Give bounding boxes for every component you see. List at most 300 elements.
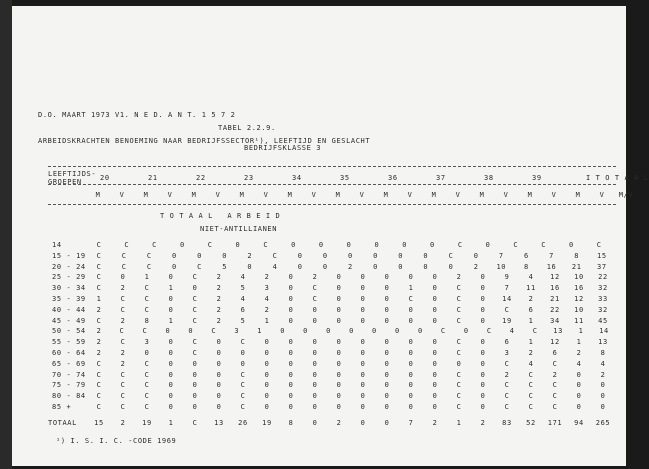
age-label: 14 xyxy=(52,241,62,249)
table-cell: 0 xyxy=(384,359,390,368)
table-cell: 0 xyxy=(322,251,328,260)
table-cell: 0 xyxy=(312,359,318,368)
table-cell: C xyxy=(312,284,318,293)
sex-subheader: M xyxy=(479,191,485,199)
table-cell: 33 xyxy=(598,295,608,303)
totaal-arbeid-label: T O T A A L A R B E I D xyxy=(160,212,281,220)
table-cell: 0 xyxy=(360,284,366,293)
sex-subheader: M xyxy=(383,191,389,199)
table-cell: 0 xyxy=(448,262,454,271)
table-cell: 19 xyxy=(262,419,272,427)
table-cell: 0 xyxy=(600,392,606,401)
table-cell: 0 xyxy=(336,305,342,314)
age-group-header: 22 xyxy=(196,174,206,182)
table-cell: C xyxy=(192,349,198,357)
table-cell: 0 xyxy=(600,403,606,411)
table-cell: 0 xyxy=(264,349,270,357)
table-cell: 0 xyxy=(408,403,414,411)
table-cell: C xyxy=(448,251,454,260)
table-cell: C xyxy=(96,381,102,390)
table-cell: 45 xyxy=(598,316,608,325)
table-cell: 2 xyxy=(576,349,582,357)
table-cell: 0 xyxy=(192,284,198,293)
table-cell: 0 xyxy=(463,327,469,336)
age-label: 80 - 84 xyxy=(52,392,86,401)
table-cell: 0 xyxy=(312,305,318,314)
table-cell: 0 xyxy=(346,241,352,249)
table-cell: 3 xyxy=(264,284,270,293)
table-cell: C xyxy=(456,349,462,357)
table-cell: C xyxy=(486,327,492,336)
table-cell: 0 xyxy=(384,370,390,379)
table-cell: 0 xyxy=(480,370,486,379)
table-cell: C xyxy=(504,305,510,314)
sex-subheader: V xyxy=(551,191,557,199)
table-cell: 13 xyxy=(598,338,608,347)
table-cell: 0 xyxy=(485,241,491,249)
table-cell: C xyxy=(142,327,148,336)
table-cell: 0 xyxy=(336,316,342,325)
table-cell: 0 xyxy=(303,327,308,336)
table-cell: C xyxy=(240,370,246,379)
table-cell: C xyxy=(504,392,510,401)
table-cell: 0 xyxy=(192,381,198,390)
table-cell: C xyxy=(96,251,102,260)
table-cell: C xyxy=(240,403,246,411)
table-cell: 6 xyxy=(240,305,246,314)
table-cell: C xyxy=(504,403,510,411)
table-cell: 22 xyxy=(550,305,560,314)
age-group-header: 21 xyxy=(148,174,158,182)
sex-subheader: M xyxy=(287,191,293,199)
table-cell: 0 xyxy=(432,359,438,368)
table-cell: 0 xyxy=(288,338,294,347)
table-cell: 0 xyxy=(288,316,294,325)
table-cell: C xyxy=(144,359,150,368)
table-cell: 0 xyxy=(576,392,582,401)
table-cell: 2 xyxy=(120,419,126,427)
table-cell: C xyxy=(513,241,519,249)
sex-subheader: V xyxy=(311,191,317,199)
sex-subheader: M xyxy=(191,191,197,199)
age-label: 20 - 24 xyxy=(52,262,86,271)
table-cell: 2 xyxy=(216,305,222,314)
table-cell: C xyxy=(192,338,198,347)
table-cell: 0 xyxy=(384,273,390,282)
table-cell: 1 xyxy=(168,419,174,427)
table-cell: 2 xyxy=(216,273,222,282)
sex-subheader: M xyxy=(527,191,533,199)
table-cell: 0 xyxy=(473,251,479,260)
table-cell: C xyxy=(119,327,125,336)
table-cell: 4 xyxy=(240,273,246,282)
table-cell: 0 xyxy=(235,241,241,249)
table-cell: C xyxy=(144,403,150,411)
table-cell: 0 xyxy=(264,392,270,401)
table-cell: 2 xyxy=(336,419,342,427)
table-cell: 2 xyxy=(96,349,102,357)
table-cell: C xyxy=(121,251,127,260)
table-cell: 0 xyxy=(348,251,353,260)
table-cell: 0 xyxy=(408,370,414,379)
table-cell: C xyxy=(144,370,150,379)
table-cell: 0 xyxy=(423,262,429,271)
age-label: 55 - 59 xyxy=(52,338,86,347)
table-cell: 2 xyxy=(528,349,534,357)
table-cell: 0 xyxy=(288,305,294,314)
table-cell: 0 xyxy=(144,349,150,357)
table-cell: C xyxy=(144,305,150,314)
table-cell: 0 xyxy=(336,284,342,293)
table-cell: 0 xyxy=(384,295,390,303)
table-cell: 2 xyxy=(552,370,558,379)
table-cell: 0 xyxy=(336,349,342,357)
niet-antillianen-label: NIET-ANTILLIANEN xyxy=(200,225,278,233)
table-cell: 26 xyxy=(238,419,248,427)
table-cell: 0 xyxy=(247,262,253,271)
table-cell: 0 xyxy=(165,327,171,336)
table-title: ARBEIDSKRACHTEN BENOEMING NAAR BEDRIJFSSECTOR¹), LEEFTIJD EN GESLACHT xyxy=(38,137,371,145)
table-cell: 0 xyxy=(432,338,438,347)
table-cell: 14 xyxy=(599,327,609,336)
table-cell: 8 xyxy=(144,316,150,325)
table-cell: C xyxy=(240,392,246,401)
table-cell: 0 xyxy=(288,284,294,293)
table-cell: 52 xyxy=(526,419,536,427)
table-cell: 2 xyxy=(247,251,253,260)
table-cell: 0 xyxy=(360,273,366,282)
table-cell: 4 xyxy=(600,359,606,368)
table-cell: 0 xyxy=(168,403,174,411)
table-cell: 0 xyxy=(432,273,438,282)
table-cell: 0 xyxy=(318,241,324,249)
header-leeftijds: LEEFTIJDS- xyxy=(48,170,97,178)
table-cell: 0 xyxy=(480,316,486,325)
age-label: 15 - 19 xyxy=(52,251,86,260)
header-rule-mid xyxy=(48,184,616,185)
table-cell: 0 xyxy=(374,241,380,249)
age-label: 60 - 64 xyxy=(52,349,86,357)
table-cell: C xyxy=(552,403,558,411)
sex-subheader: M xyxy=(431,191,437,199)
table-cell: C xyxy=(120,338,126,347)
table-cell: 0 xyxy=(336,381,342,390)
table-cell: 2 xyxy=(96,327,102,336)
table-cell: 0 xyxy=(288,295,294,303)
table-cell: 0 xyxy=(264,403,270,411)
table-cell: 0 xyxy=(417,327,423,336)
table-cell: 0 xyxy=(312,370,318,379)
sex-subheader: M xyxy=(335,191,341,199)
table-cell: 8 xyxy=(574,251,580,260)
table-cell: 0 xyxy=(395,327,400,336)
table-cell: 0 xyxy=(360,295,366,303)
table-cell: 0 xyxy=(384,419,390,427)
table-cell: 1 xyxy=(168,316,174,325)
table-cell: C xyxy=(456,381,462,390)
table-cell: 0 xyxy=(360,305,366,314)
table-cell: C xyxy=(120,403,126,411)
table-cell: C xyxy=(456,284,462,293)
table-cell: 0 xyxy=(402,241,408,249)
table-cell: C xyxy=(192,295,198,303)
table-cell: 0 xyxy=(288,359,294,368)
table-cell: 0 xyxy=(600,381,606,390)
table-cell: C xyxy=(96,392,102,401)
table-cell: 12 xyxy=(550,273,560,282)
table-cell: 0 xyxy=(312,338,318,347)
table-cell: C xyxy=(240,338,246,347)
table-cell: 0 xyxy=(168,381,174,390)
table-cell: C xyxy=(120,392,126,401)
table-cell: 0 xyxy=(222,251,228,260)
sex-subheader: V xyxy=(455,191,461,199)
sex-subheader: M/V xyxy=(618,191,634,199)
table-cell: 0 xyxy=(291,241,296,249)
table-cell: 4 xyxy=(528,273,534,282)
table-cell: 12 xyxy=(574,295,584,303)
table-cell: 0 xyxy=(288,349,294,357)
table-cell: C xyxy=(120,295,126,303)
age-label: 40 - 44 xyxy=(52,305,86,314)
table-cell: 2 xyxy=(600,370,606,379)
age-group-header: 20 xyxy=(100,174,110,182)
table-cell: 4 xyxy=(509,327,515,336)
table-cell: 34 xyxy=(550,316,560,325)
table-cell: 1 xyxy=(168,284,174,293)
table-cell: 0 xyxy=(288,370,294,379)
table-cell: C xyxy=(144,381,150,390)
table-cell: 0 xyxy=(430,241,435,249)
age-label: 25 - 29 xyxy=(52,273,86,282)
table-cell: 0 xyxy=(432,349,438,357)
table-cell: C xyxy=(552,381,558,390)
table-cell: 2 xyxy=(120,359,126,368)
table-cell: 2 xyxy=(504,370,510,379)
table-cell: 0 xyxy=(373,262,378,271)
age-label: 65 - 69 xyxy=(52,359,86,368)
table-cell: C xyxy=(240,381,246,390)
table-cell: 0 xyxy=(216,349,222,357)
table-cell: 32 xyxy=(598,284,608,293)
table-cell: C xyxy=(552,392,558,401)
age-label: 35 - 39 xyxy=(52,295,86,303)
table-cell: 0 xyxy=(216,403,222,411)
table-cell: 0 xyxy=(168,295,174,303)
table-subtitle: BEDRIJFSKLASSE 3 xyxy=(244,144,322,152)
table-cell: 0 xyxy=(360,381,366,390)
table-cell: 0 xyxy=(432,370,438,379)
table-cell: 2 xyxy=(216,284,222,293)
table-cell: C xyxy=(96,273,102,282)
table-cell: C xyxy=(192,419,198,427)
table-cell: C xyxy=(96,241,102,249)
table-cell: C xyxy=(96,403,102,411)
table-cell: 0 xyxy=(360,349,366,357)
table-cell: 0 xyxy=(336,273,342,282)
table-cell: 0 xyxy=(264,370,270,379)
table-cell: 0 xyxy=(240,349,246,357)
header-rule-bottom xyxy=(48,204,616,205)
table-cell: 0 xyxy=(432,305,438,314)
table-cell: 6 xyxy=(524,251,529,260)
table-cell: 0 xyxy=(288,392,294,401)
table-cell: 12 xyxy=(550,338,560,347)
table-cell: 0 xyxy=(312,419,318,427)
table-cell: 2 xyxy=(120,316,126,325)
table-cell: 1 xyxy=(144,273,150,282)
age-label: TOTAAL xyxy=(48,419,77,427)
age-label: 85 + xyxy=(52,403,72,411)
table-cell: 3 xyxy=(144,338,150,347)
table-cell: 5 xyxy=(240,316,246,325)
table-cell: 0 xyxy=(168,273,174,282)
table-cell: 1 xyxy=(578,327,584,336)
table-cell: 0 xyxy=(408,316,414,325)
table-cell: 0 xyxy=(408,381,414,390)
table-cell: C xyxy=(120,370,126,379)
table-cell: 13 xyxy=(214,419,224,427)
table-cell: 0 xyxy=(336,392,342,401)
table-cell: 0 xyxy=(336,359,342,368)
table-cell: 8 xyxy=(600,349,606,357)
table-cell: 0 xyxy=(264,381,270,390)
table-cell: 0 xyxy=(336,295,342,303)
table-cell: C xyxy=(144,295,150,303)
table-cell: C xyxy=(457,241,463,249)
table-cell: 0 xyxy=(312,349,318,357)
table-cell: 0 xyxy=(408,349,414,357)
age-label: 45 - 49 xyxy=(52,316,86,325)
table-cell: 0 xyxy=(216,359,222,368)
table-cell: 0 xyxy=(480,359,486,368)
age-label: 75 - 79 xyxy=(52,381,86,390)
table-cell: 2 xyxy=(456,273,462,282)
table-cell: C xyxy=(456,316,462,325)
table-cell: 10 xyxy=(496,262,507,271)
table-cell: 2 xyxy=(216,316,222,325)
table-cell: C xyxy=(96,284,102,293)
table-cell: 0 xyxy=(480,392,486,401)
table-cell: C xyxy=(207,241,213,249)
table-cell: 0 xyxy=(480,349,486,357)
table-cell: 3 xyxy=(504,349,510,357)
table-cell: 0 xyxy=(576,403,582,411)
table-cell: C xyxy=(596,241,602,249)
table-cell: C xyxy=(504,359,510,368)
sex-subheader: V xyxy=(167,191,173,199)
age-group-header: 39 xyxy=(532,174,542,182)
table-cell: 0 xyxy=(408,338,414,347)
table-cell: 265 xyxy=(595,419,611,427)
age-label: 30 - 34 xyxy=(52,284,86,293)
table-cell: 6 xyxy=(552,349,558,357)
header-line: D.O. MAART 1973 V1. N E D. A N T. 1 5 7 2 xyxy=(38,111,236,119)
table-cell: 94 xyxy=(574,419,584,427)
table-cell: 4 xyxy=(240,295,246,303)
table-cell: 0 xyxy=(408,305,414,314)
table-cell: C xyxy=(456,392,462,401)
table-cell: 0 xyxy=(408,392,414,401)
table-cell: 0 xyxy=(168,370,174,379)
table-cell: 0 xyxy=(326,327,331,336)
table-cell: 0 xyxy=(168,392,174,401)
table-cell: 0 xyxy=(432,381,438,390)
table-cell: 0 xyxy=(384,316,390,325)
table-cell: 0 xyxy=(480,381,486,390)
sex-subheader: V xyxy=(215,191,221,199)
table-cell: 21 xyxy=(571,262,582,271)
header-rule-top xyxy=(48,166,616,167)
table-cell: 2 xyxy=(312,273,318,282)
table-cell: 0 xyxy=(408,273,414,282)
table-cell: 2 xyxy=(264,273,270,282)
document-page xyxy=(12,6,649,466)
table-cell: 0 xyxy=(297,262,303,271)
table-cell: C xyxy=(528,392,534,401)
sex-subheader: V xyxy=(407,191,413,199)
table-cell: 4 xyxy=(272,262,278,271)
table-cell: 10 xyxy=(574,305,584,314)
table-cell: 0 xyxy=(280,327,286,336)
table-cell: 0 xyxy=(480,403,486,411)
table-cell: 83 xyxy=(502,419,512,427)
table-cell: C xyxy=(192,273,198,282)
table-cell: 2 xyxy=(348,262,353,271)
table-cell: 0 xyxy=(432,403,438,411)
table-cell: 0 xyxy=(336,403,342,411)
table-cell: 2 xyxy=(432,419,438,427)
table-cell: C xyxy=(528,403,534,411)
table-cell: C xyxy=(532,327,538,336)
table-cell: 11 xyxy=(526,284,536,293)
table-cell: C xyxy=(272,251,278,260)
table-cell: C xyxy=(211,327,217,336)
table-cell: 2 xyxy=(473,262,479,271)
table-cell: 0 xyxy=(480,305,486,314)
age-group-header: 35 xyxy=(340,174,350,182)
scan-border xyxy=(0,0,12,469)
table-cell: 1 xyxy=(408,284,414,293)
age-group-header: 34 xyxy=(292,174,302,182)
table-cell: 1 xyxy=(528,338,534,347)
table-cell: C xyxy=(197,262,202,271)
table-cell: 7 xyxy=(504,284,510,293)
table-cell: 0 xyxy=(240,359,246,368)
table-cell: 0 xyxy=(336,370,342,379)
table-cell: 0 xyxy=(576,370,582,379)
table-cell: 0 xyxy=(432,392,438,401)
table-cell: C xyxy=(96,370,102,379)
table-cell: C xyxy=(456,338,462,347)
table-cell: 0 xyxy=(360,370,366,379)
table-cell: 0 xyxy=(384,381,390,390)
table-row xyxy=(12,419,626,431)
age-group-header: 36 xyxy=(388,174,398,182)
table-cell: 0 xyxy=(408,359,414,368)
table-cell: 4 xyxy=(264,295,270,303)
table-cell: 5 xyxy=(222,262,228,271)
table-cell: 1 xyxy=(257,327,263,336)
table-cell: 2 xyxy=(528,295,534,303)
table-cell: 4 xyxy=(528,359,534,368)
table-cell: 0 xyxy=(576,381,582,390)
table-cell: 0 xyxy=(384,284,390,293)
table-cell: C xyxy=(504,381,510,390)
table-cell: 0 xyxy=(384,392,390,401)
table-cell: 0 xyxy=(172,251,177,260)
table-cell: 0 xyxy=(384,338,390,347)
